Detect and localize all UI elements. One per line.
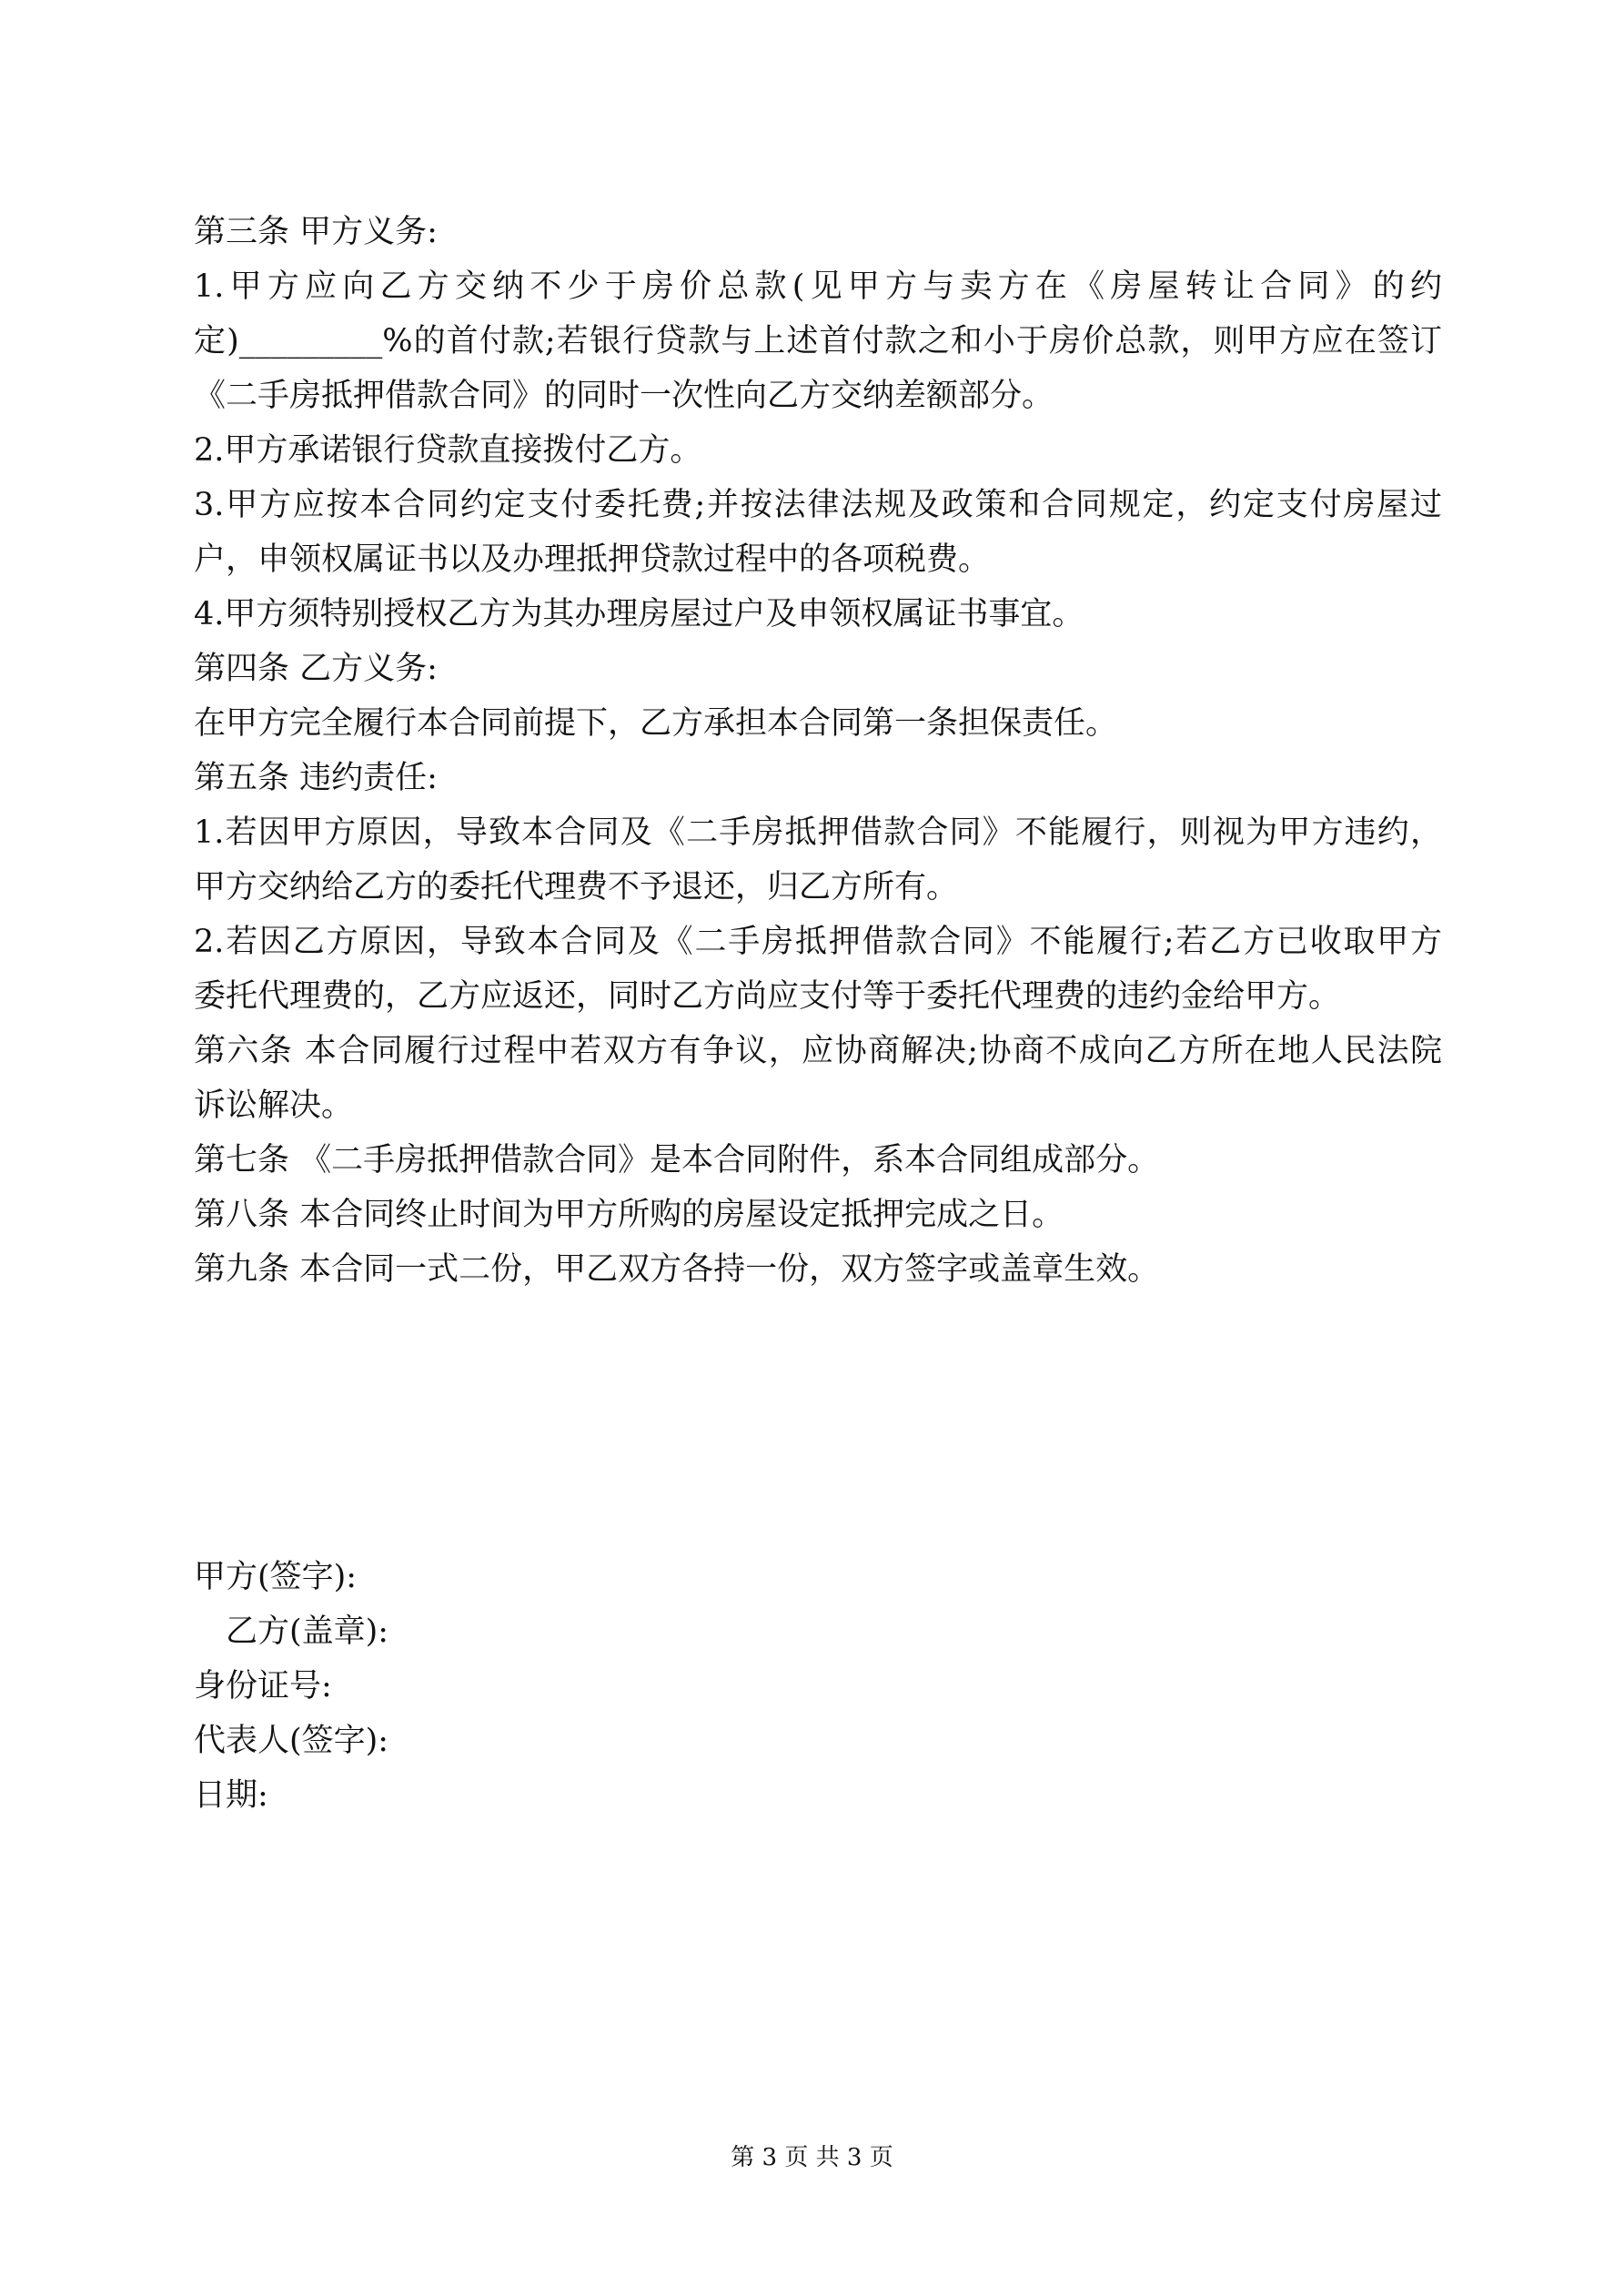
article-3-item-2: 2.甲方承诺银行贷款直接拨付乙方。 (194, 432, 702, 469)
article-4-heading: 第四条 乙方义务: (194, 651, 438, 687)
article-8: 第八条 本合同终止时间为甲方所购的房屋设定抵押完成之日。 (194, 1197, 1064, 1233)
article-6-line-2: 诉讼解决。 (194, 1087, 354, 1124)
article-6-line-1: 第六条 本合同履行过程中若双方有争议，应协商解决;协商不成向乙方所在地人民法院 (194, 1033, 1442, 1069)
article-3-item-1-line-2: 定)_________%的首付款;若银行贷款与上述首付款之和小于房价总款，则甲方应在签订 (194, 323, 1442, 359)
party-a-signature-label: 甲方(签字): (194, 1559, 358, 1595)
article-9: 第九条 本合同一式二份，甲乙双方各持一份，双方签字或盖章生效。 (194, 1251, 1160, 1288)
article-3-item-1-line-1: 1.甲方应向乙方交纳不少于房价总款(见甲方与卖方在《房屋转让合同》的约 (194, 268, 1442, 305)
signature-block (194, 1550, 1442, 1823)
article-7: 第七条 《二手房抵押借款合同》是本合同附件，系本合同组成部分。 (194, 1142, 1160, 1178)
article-5-item-2-line-1: 2.若因乙方原因，导致本合同及《二手房抵押借款合同》不能履行;若乙方已收取甲方 (194, 924, 1442, 960)
representative-signature-label: 代表人(签字): (194, 1723, 389, 1759)
party-b-seal-label: 乙方(盖章): (226, 1613, 389, 1650)
article-5-item-2-line-2: 委托代理费的，乙方应返还，同时乙方尚应支付等于委托代理费的违约金给甲方。 (194, 978, 1341, 1015)
contract-body (194, 205, 1442, 1297)
article-5-item-1-line-1: 1.若因甲方原因，导致本合同及《二手房抵押借款合同》不能履行，则视为甲方违约， (194, 814, 1442, 851)
article-5-heading: 第五条 违约责任: (194, 760, 438, 796)
article-3-item-3-line-2: 户，申领权属证书以及办理抵押贷款过程中的各项税费。 (194, 541, 991, 578)
article-3-item-4: 4.甲方须特别授权乙方为其办理房屋过户及申领权属证书事宜。 (194, 596, 1084, 632)
article-4-text: 在甲方完全履行本合同前提下，乙方承担本合同第一条担保责任。 (194, 705, 1118, 742)
id-number-label: 身份证号: (194, 1668, 332, 1704)
page-footer: 第 3 页 共 3 页 (731, 2144, 893, 2171)
article-3-heading: 第三条 甲方义务: (194, 214, 438, 250)
article-3-item-3-line-1: 3.甲方应按本合同约定支付委托费;并按法律法规及政策和合同规定，约定支付房屋过 (194, 487, 1442, 523)
article-5-item-1-line-2: 甲方交纳给乙方的委托代理费不予退还，归乙方所有。 (194, 869, 959, 905)
article-3-item-1-line-3: 《二手房抵押借款合同》的同时一次性向乙方交纳差额部分。 (194, 378, 1054, 414)
date-label: 日期: (194, 1777, 268, 1814)
